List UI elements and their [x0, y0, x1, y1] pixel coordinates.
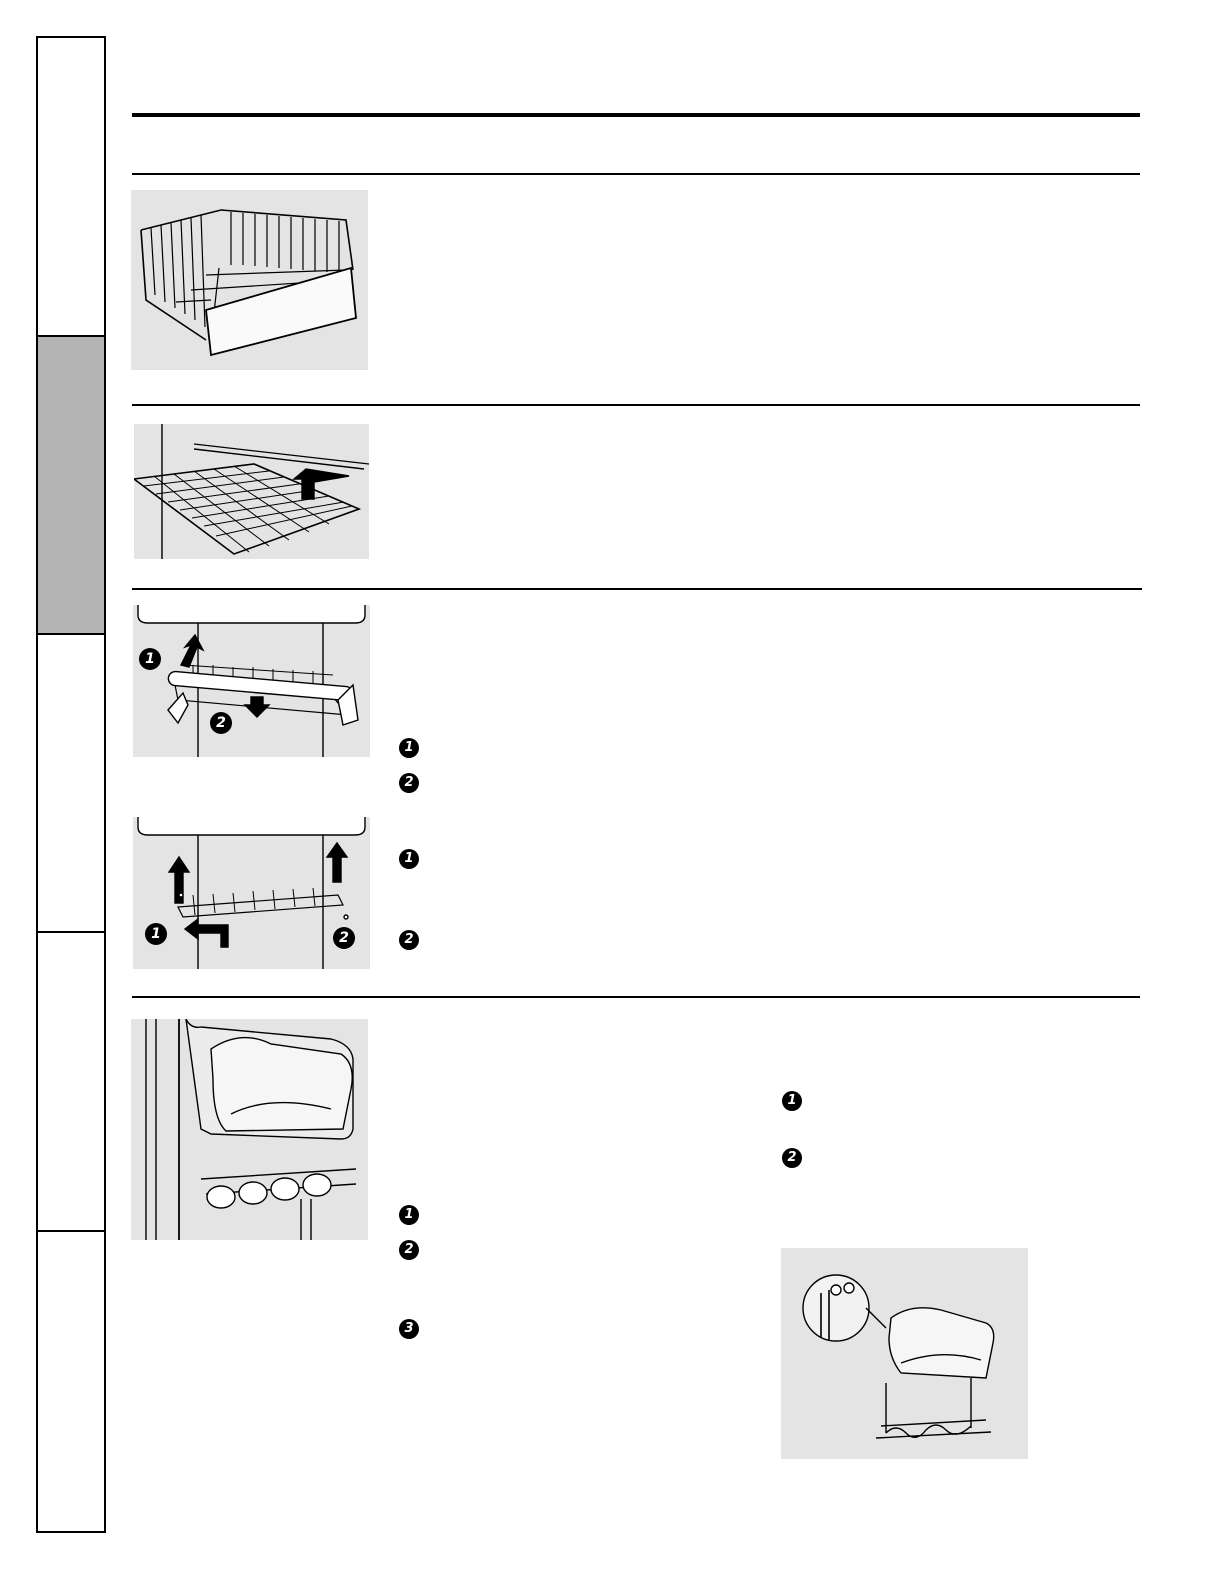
step-number-1: 1: [399, 738, 419, 758]
section-divider: [132, 588, 1142, 590]
section-tab-5: [38, 1232, 104, 1531]
callout-1: 1: [145, 923, 167, 945]
page-header-rule: [132, 113, 1140, 117]
step-number-1: 1: [399, 1205, 419, 1225]
section-tab-3: [38, 635, 104, 933]
section-divider: [132, 404, 1140, 406]
step-number-1: 1: [782, 1091, 802, 1111]
step-number-2: 2: [782, 1148, 802, 1168]
freezer-basket-illustration: [131, 190, 368, 370]
step-number-3: 3: [399, 1319, 419, 1339]
section-tab-2-active: [38, 337, 104, 635]
callout-2: 2: [210, 712, 232, 734]
can-rack-illustration: [131, 1019, 368, 1240]
door-shelf-removal-illustration: [133, 605, 370, 757]
callout-1: 1: [139, 648, 161, 670]
section-divider: [132, 996, 1140, 998]
freezer-shelf-illustration: [134, 424, 369, 559]
step-number-1: 1: [399, 849, 419, 869]
door-shelf-install-illustration: [133, 817, 370, 969]
step-number-2: 2: [399, 773, 419, 793]
can-rack-bracket-illustration: [781, 1248, 1028, 1459]
step-number-2: 2: [399, 930, 419, 950]
section-tab-4: [38, 933, 104, 1232]
step-number-2: 2: [399, 1240, 419, 1260]
section-tab-1: [38, 38, 104, 337]
callout-2: 2: [333, 927, 355, 949]
section-divider: [132, 173, 1140, 175]
section-tab-strip: [36, 36, 106, 1533]
